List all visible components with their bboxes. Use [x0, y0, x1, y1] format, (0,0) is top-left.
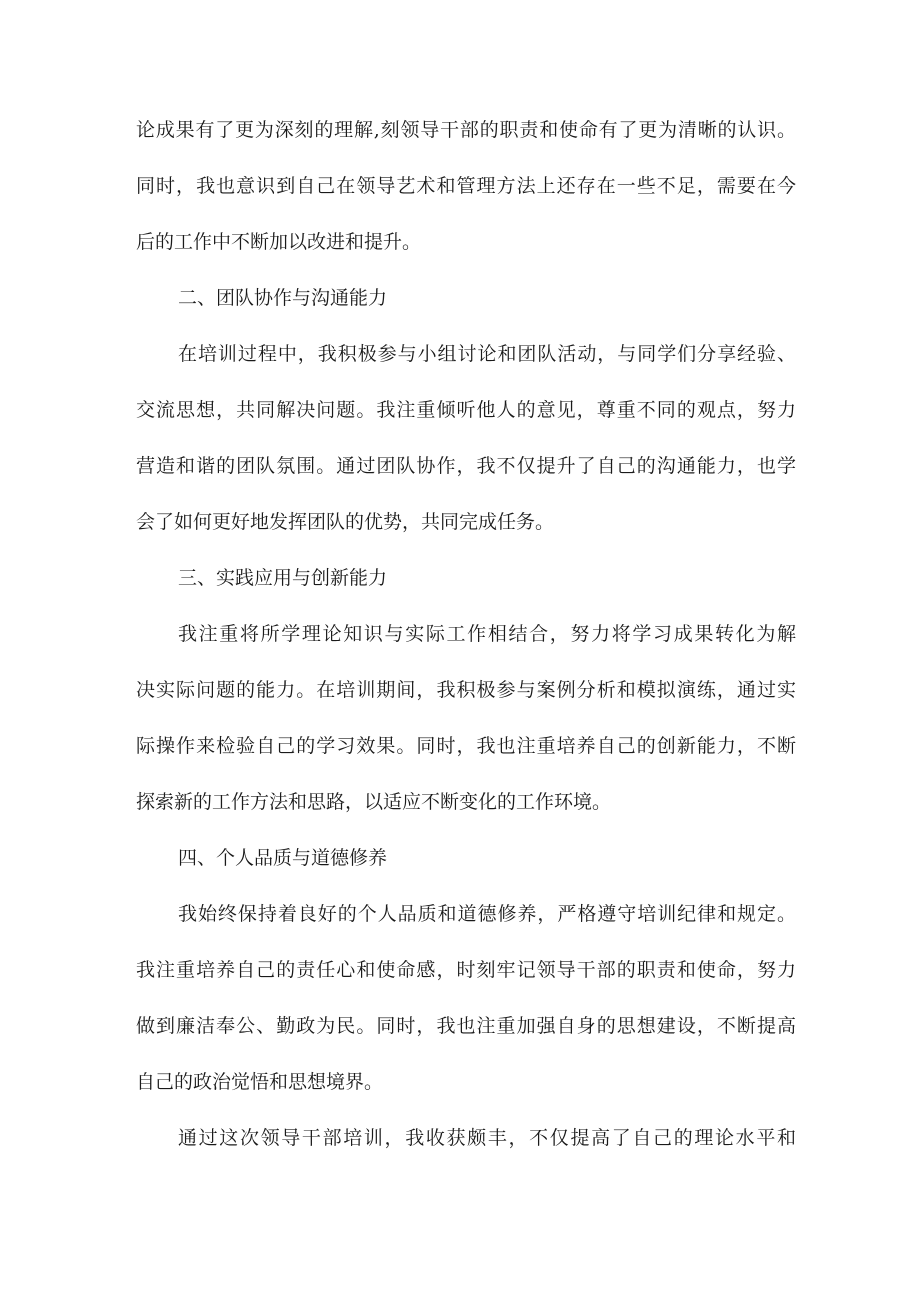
- paragraph-line: 我注重将所学理论知识与实际工作相结合，努力将学习成果转化为解: [178, 623, 796, 645]
- section-heading: 四、个人品质与道德修养: [178, 847, 388, 869]
- paragraph-line: 自己的政治觉悟和思想境界。: [136, 1071, 384, 1093]
- paragraph-line: 会了如何更好地发挥团队的优势，共同完成任务。: [136, 511, 555, 533]
- paragraph-line: 决实际问题的能力。在培训期间，我积极参与案例分析和模拟演练，通过实: [136, 679, 796, 701]
- paragraph-line: 我始终保持着良好的个人品质和道德修养，严格遵守培训纪律和规定。: [178, 903, 796, 925]
- paragraph-line: 论成果有了更为深刻的理解,刻领导干部的职责和使命有了更为清晰的认识。: [136, 119, 796, 141]
- paragraph-line: 营造和谐的团队氛围。通过团队协作，我不仅提升了自己的沟通能力，也学: [136, 455, 796, 477]
- section-heading: 三、实践应用与创新能力: [178, 567, 388, 589]
- paragraph-line: 探索新的工作方法和思路，以适应不断变化的工作环境。: [136, 791, 612, 813]
- paragraph-line: 在培训过程中，我积极参与小组讨论和团队活动，与同学们分享经验、: [178, 343, 796, 365]
- paragraph-line: 我注重培养自己的责任心和使命感，时刻牢记领导干部的职责和使命，努力: [136, 959, 796, 981]
- paragraph-line: 际操作来检验自己的学习效果。同时，我也注重培养自己的创新能力，不断: [136, 735, 796, 757]
- paragraph-line: 后的工作中不断加以改进和提升。: [136, 231, 422, 253]
- paragraph-line: 交流思想，共同解决问题。我注重倾听他人的意见，尊重不同的观点，努力: [136, 399, 796, 421]
- paragraph-line: 通过这次领导干部培训，我收获颇丰，不仅提高了自己的理论水平和: [178, 1127, 796, 1149]
- paragraph-line: 做到廉洁奉公、勤政为民。同时，我也注重加强自身的思想建设，不断提高: [136, 1015, 796, 1037]
- paragraph-line: 同时，我也意识到自己在领导艺术和管理方法上还存在一些不足，需要在今: [136, 175, 796, 197]
- section-heading: 二、团队协作与沟通能力: [178, 287, 388, 309]
